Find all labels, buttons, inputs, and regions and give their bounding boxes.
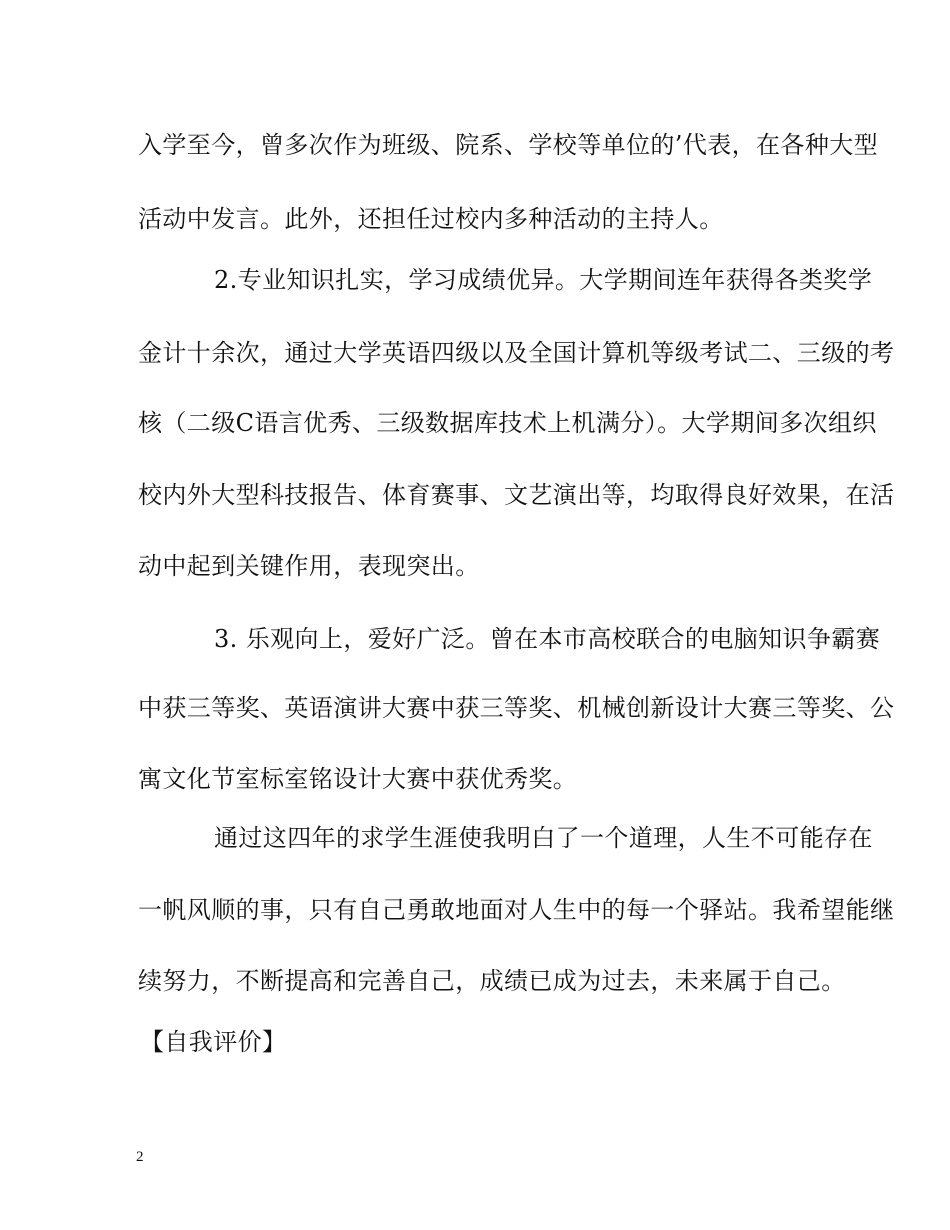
paragraph-line: 核（二级C语言优秀、三级数据库技术上机满分）。大学期间多次组织	[138, 409, 877, 437]
paragraph-line: 一帆风顺的事，只有自己勇敢地面对人生中的每一个驿站。我希望能继	[138, 896, 895, 924]
paragraph-line: 入学至今，曾多次作为班级、院系、学校等单位的’代表，在各种大型	[138, 131, 879, 159]
paragraph-line: 动中起到关键作用，表现突出。	[138, 552, 480, 580]
section-heading: 【自我评价】	[140, 1028, 287, 1056]
paragraph-line: 3. 乐观向上，爱好广泛。曾在本市高校联合的电脑知识争霸赛	[214, 625, 881, 653]
paragraph-line: 寓文化节室标室铭设计大赛中获优秀奖。	[138, 765, 578, 793]
paragraph-line: 校内外大型科技报告、体育赛事、文艺演出等，均取得良好效果，在活	[138, 481, 895, 509]
paragraph-line: 中获三等奖、英语演讲大赛中获三等奖、机械创新设计大赛三等奖、公	[138, 694, 895, 722]
paragraph-line: 金计十余次，通过大学英语四级以及全国计算机等级考试二、三级的考	[138, 339, 895, 367]
paragraph-line: 通过这四年的求学生涯使我明白了一个道理，人生不可能存在	[214, 824, 873, 852]
paragraph-line: 2.专业知识扎实，学习成绩优异。大学期间连年获得各类奖学	[214, 266, 873, 294]
page-number: 2	[136, 1149, 144, 1165]
paragraph-line: 活动中发言。此外，还担任过校内多种活动的主持人。	[138, 205, 724, 233]
paragraph-line: 续努力，不断提高和完善自己，成绩已成为过去，未来属于自己。	[138, 967, 846, 995]
